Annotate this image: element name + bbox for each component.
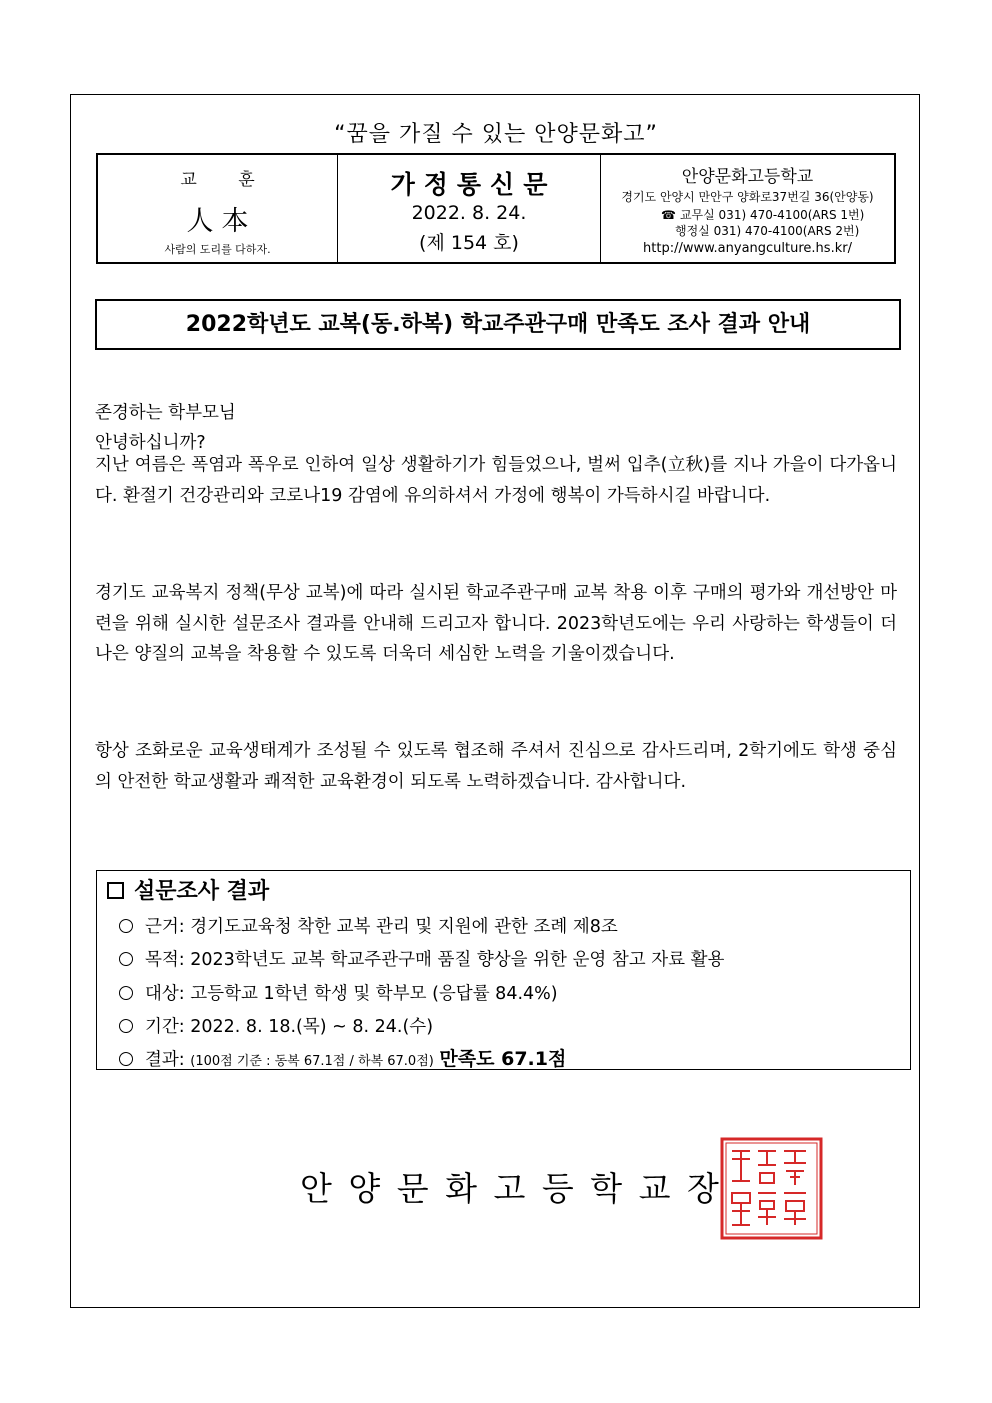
phone-icon: ☎ — [661, 208, 676, 222]
survey-item-text: 목적: 2023학년도 교복 학교주관구매 품질 향상을 위한 운영 참고 자료 활용 — [145, 950, 725, 970]
survey-item-text: 대상: 고등학교 1학년 학생 및 학부모 (응답률 84.4%) — [145, 984, 558, 1004]
square-bullet-icon — [107, 882, 124, 899]
motto-sub: 사람의 도리를 다하자. — [164, 243, 271, 256]
doc-info-cell — [338, 155, 601, 262]
survey-result-detail: (100점 기준 : 동복 67.1점 / 하복 67.0점) — [190, 1054, 434, 1069]
paragraph-1: 지난 여름은 폭염과 폭우로 인하여 일상 생활하기가 힘들었으나, 벌써 입추(立秋)를 지나 가을이 다가옵니다. 환절기 건강관리와 코로나19 감염에 유의하셔서 가정에 행복이 가득하시길 바랍니다. — [95, 455, 897, 506]
principal-signature: 안양문화고등학교장 — [300, 1169, 736, 1208]
greeting-line-2: 안녕하십니까? — [95, 433, 206, 453]
survey-result-score: 만족도 67.1점 — [439, 1048, 567, 1070]
circle-bullet-icon — [119, 986, 133, 1000]
tel-office — [661, 206, 864, 223]
motto-cell — [98, 155, 338, 262]
notice-title: 2022학년도 교복(동.하복) 학교주관구매 만족도 조사 결과 안내 — [95, 299, 901, 350]
doc-issue: (제 154 호) — [419, 232, 519, 254]
survey-heading-text: 설문조사 결과 — [134, 879, 270, 904]
school-motto: “꿈을 가질 수 있는 안양문화고” — [334, 122, 658, 147]
school-seal-icon — [720, 1137, 823, 1240]
survey-item — [119, 913, 618, 938]
header-table — [96, 153, 896, 264]
school-url[interactable]: http://www.anyangculture.hs.kr/ — [643, 241, 852, 256]
survey-item — [119, 1013, 433, 1038]
survey-box — [96, 870, 911, 1070]
survey-item — [119, 946, 724, 971]
motto-label: 교 훈 — [180, 170, 273, 190]
greeting-line-1: 존경하는 학부모님 — [95, 403, 236, 423]
circle-bullet-icon — [119, 919, 133, 933]
survey-result-label: 결과: — [145, 1050, 191, 1070]
doc-title: 가정통신문 — [390, 170, 557, 199]
page-frame — [70, 94, 920, 1308]
survey-item-text: 근거: 경기도교육청 착한 교복 관리 및 지원에 관한 조례 제8조 — [145, 917, 618, 937]
school-info-cell — [601, 155, 894, 262]
survey-item — [119, 980, 558, 1005]
circle-bullet-icon — [119, 952, 133, 966]
motto-main: 人本 — [186, 206, 257, 237]
survey-item-text: 기간: 2022. 8. 18.(목) ~ 8. 24.(수) — [145, 1017, 434, 1037]
tel-admin: 행정실 031) 470-4100(ARS 2번) — [675, 224, 860, 238]
doc-date: 2022. 8. 24. — [411, 202, 527, 224]
paragraph-3: 항상 조화로운 교육생태계가 조성될 수 있도록 협조해 주셔서 진심으로 감사드리며, 2학기에도 학생 중심의 안전한 학교생활과 쾌적한 교육환경이 되도록 노력하겠습니다. 감사합니다. — [95, 741, 897, 792]
circle-bullet-icon — [119, 1052, 133, 1066]
paragraph-2: 경기도 교육복지 정책(무상 교복)에 따라 실시된 학교주관구매 교복 착용 이후 구매의 평가와 개선방안 마련을 위해 실시한 설문조사 결과를 안내해 드리고자 합니다. 2023학년도에는 우리 사랑하는 학생들이 더 나은 양질의 교복을 착용할 수 있도록 더욱더 세심한 노력을 기울이겠습니다. — [95, 583, 897, 664]
survey-heading — [107, 874, 269, 905]
survey-result — [119, 1044, 566, 1071]
tel-office-text: 교무실 031) 470-4100(ARS 1번) — [679, 208, 865, 222]
circle-bullet-icon — [119, 1019, 133, 1033]
school-name: 안양문화고등학교 — [681, 167, 814, 187]
school-address: 경기도 안양시 만안구 양화로37번길 36(안양동) — [621, 190, 874, 204]
